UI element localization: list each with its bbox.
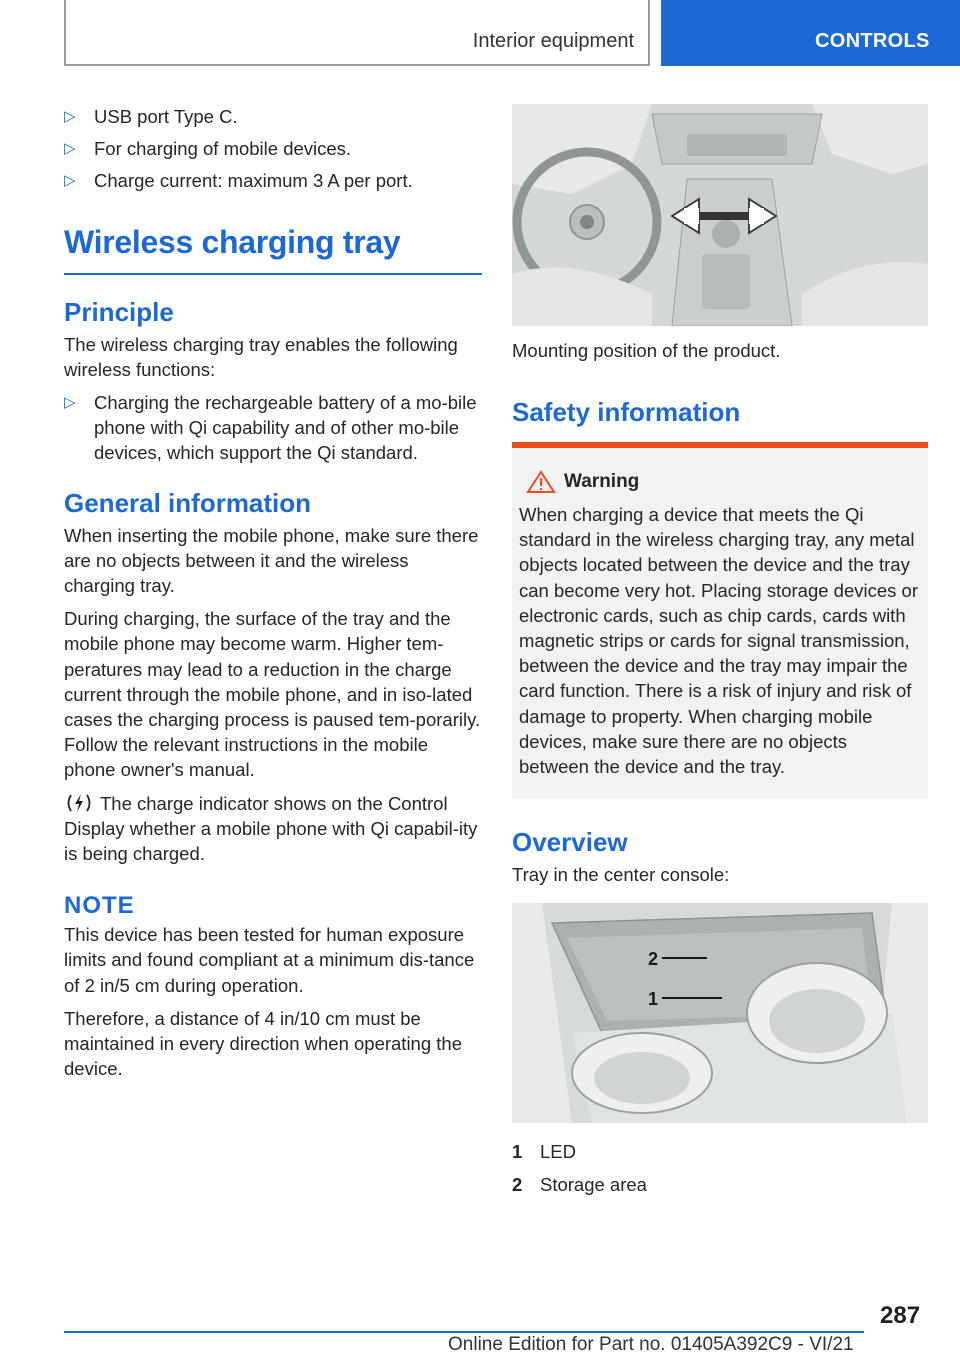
page-title: Wireless charging tray (64, 224, 482, 275)
note-p2: Therefore, a distance of 4 in/10 cm must be maintained in every direction when operating the device. (64, 1007, 462, 1080)
warning-text: When charging a device that meets the Qi standard in the wireless charging tray, any metal objects located between the device and the tray can become very hot. Placing storage devices or electronic cards, such as chip cards, cards with magnetic strips or cards for signal transmission, between the device and the tray may impair the card function. There is a risk of injury and risk of damage to property. When charging mobile devices, make sure there are no objects between the device and the tray. (519, 504, 918, 778)
left-column (64, 104, 482, 1089)
footer-edition: Online Edition for Part no. 01405A392C9 - VI/21 (448, 1334, 854, 1355)
general-info-p3: The charge indicator shows on the Control Display whether a mobile phone with Qi capabil-ity is being charged. (64, 792, 478, 865)
general-info-p2: During charging, the surface of the tray and the mobile phone may become warm. Higher tem-peratures may lead to a reduction in the charge current through the mobile phone, and in iso-lated cases the charging process is paused tem-porarily. Follow the relevant instructions in the mobile phone owner's manual. (64, 608, 481, 781)
safety-heading: Safety information (512, 397, 741, 427)
header-chapter-tab (661, 0, 960, 66)
warning-header (519, 470, 920, 494)
note-p1: This device has been tested for human exposure limits and found compliant at a minimum dis-tance of 2 in/5 cm during operation. (64, 924, 475, 996)
header-chapter-title: CONTROLS (815, 30, 930, 52)
car-interior-illustration (512, 104, 928, 326)
center-console-illustration (512, 903, 928, 1123)
general-info-p1: When inserting the mobile phone, make sure there are no objects between it and the wireless charging tray. (64, 524, 479, 597)
callout-1: 1 (648, 989, 659, 1010)
header-section-title: Interior equipment (472, 30, 634, 52)
mounting-position-figure (512, 104, 928, 326)
right-column (512, 104, 928, 1201)
bullet-triangle-icon: ▷ (64, 172, 76, 190)
bullet-triangle-icon: ▷ (64, 394, 76, 412)
legend (512, 1135, 928, 1201)
usb-bullet: ▷ For charging of mobile devices. (64, 136, 482, 161)
header-section-tab (64, 0, 650, 66)
overview-text: Tray in the center console: (512, 864, 730, 886)
figure1-caption: Mounting position of the product. (512, 340, 781, 361)
wireless-charging-icon (64, 792, 94, 814)
bullet-triangle-icon: ▷ (64, 140, 76, 158)
usb-bullet: ▷ Charge current: maximum 3 A per port. (64, 168, 482, 193)
warning-label: Warning (564, 471, 640, 492)
principle-text: The wireless charging tray enables the following wireless functions: (64, 333, 458, 380)
principle-heading: Principle (64, 296, 174, 327)
legend-item: 2 Storage area (512, 1174, 647, 1196)
overview-heading: Overview (512, 827, 628, 858)
note-heading: NOTE (64, 892, 135, 920)
warning-triangle-icon (526, 470, 556, 494)
legend-item: 1 LED (512, 1141, 576, 1163)
footer-divider (64, 1331, 864, 1333)
general-info-heading: General information (64, 487, 312, 518)
usb-bullet: ▷ USB port Type C. (64, 104, 482, 129)
warning-box (512, 442, 928, 799)
bullet-triangle-icon: ▷ (64, 108, 76, 125)
center-console-figure (512, 903, 928, 1123)
page-number: 287 (880, 1302, 921, 1329)
principle-bullet: ▷ Charging the rechargeable battery of a mo-bile phone with Qi capability and of other mo-bile devices, which support the Qi standard. (64, 392, 477, 464)
callout-2: 2 (648, 949, 659, 970)
